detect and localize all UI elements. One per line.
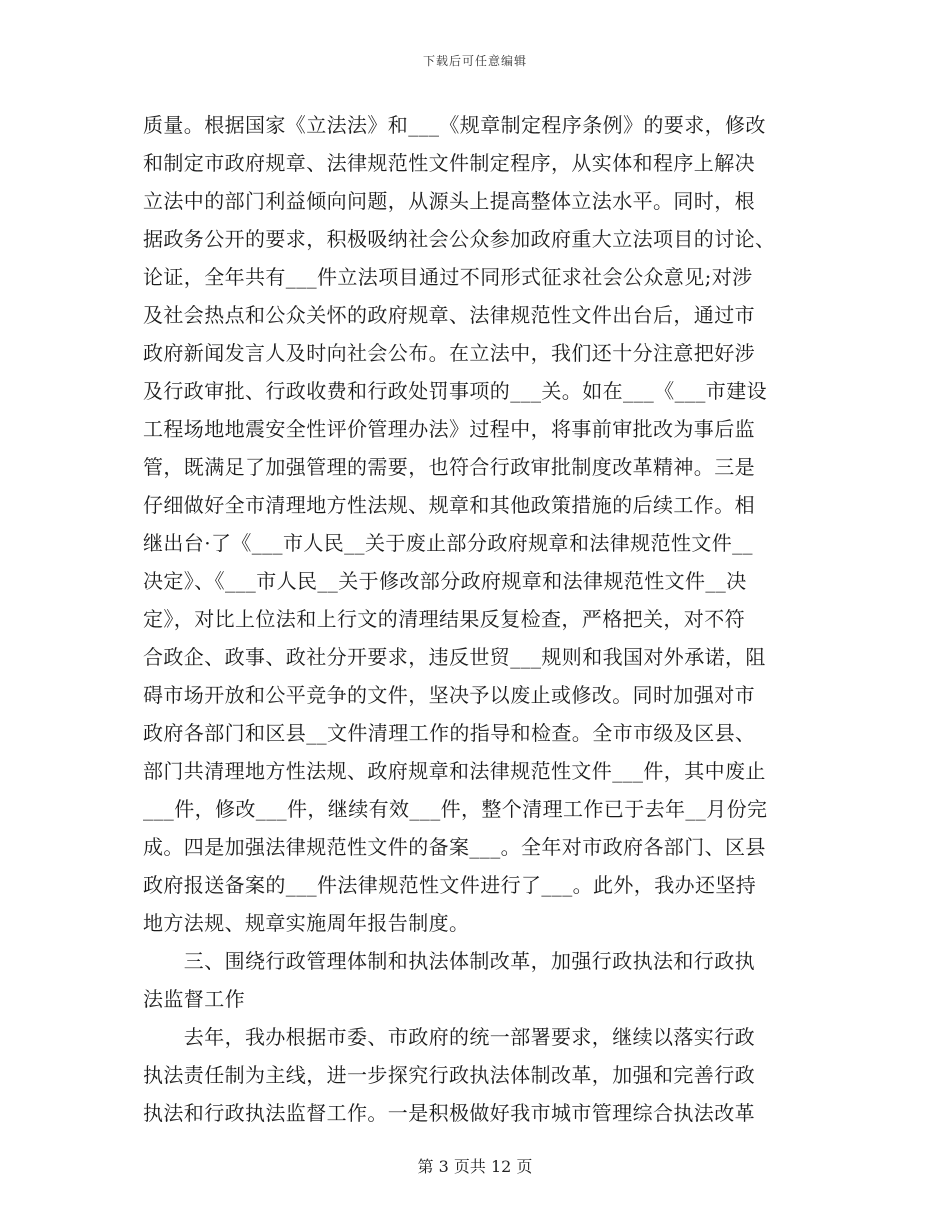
- page-header: 下载后可任意编辑: [422, 54, 527, 68]
- section-heading-line: 三、围绕行政管理体制和执法体制改革，加强行政执法和行政执: [143, 949, 755, 973]
- text-line: 及行政审批、行政收费和行政处罚事项的___关。如在___《___市建设: [143, 379, 767, 403]
- text-line: 决定》、《___市人民__关于修改部分政府规章和法律规范性文件__决: [143, 569, 747, 593]
- text-line: 政府各部门和区县__文件清理工作的指导和检查。全市市级及区县、: [143, 721, 756, 745]
- text-line: 继出台·了《___市人民__关于废止部分政府规章和法律规范性文件__: [143, 531, 753, 555]
- text-line: 执法和行政执法监督工作。一是积极做好我市城市管理综合执法改革: [143, 1101, 755, 1125]
- text-line: 成。四是加强法律规范性文件的备案___。全年对市政府各部门、区县: [143, 835, 766, 859]
- text-line: ___件，修改___件，继续有效___件，整个清理工作已于去年__月份完: [143, 797, 768, 821]
- text-line: 及社会热点和公众关怀的政府规章、法律规范性文件出台后，通过市: [143, 303, 755, 327]
- document-body: [143, 106, 811, 1132]
- text-line: 政府新闻发言人及时向社会公布。在立法中，我们还十分注意把好涉: [143, 341, 755, 365]
- text-line: 碍市场开放和公平竞争的文件，坚决予以废止或修改。同时加强对市: [143, 683, 755, 707]
- section-heading-line: 法监督工作: [143, 987, 245, 1011]
- text-line: 和制定市政府规章、法律规范性文件制定程序，从实体和程序上解决: [143, 151, 755, 175]
- text-line: 立法中的部门利益倾向问题，从源头上提高整体立法水平。同时，根: [143, 189, 755, 213]
- page-number: 第 3 页共 12 页: [417, 1157, 533, 1176]
- text-line: 合政企、政事、政社分开要求，违反世贸___规则和我国对外承诺，阻: [143, 645, 766, 669]
- text-line: 论证，全年共有___件立法项目通过不同形式征求社会公众意见;对涉: [143, 265, 753, 289]
- text-line: 定》，对比上位法和上行文的清理结果反复检查，严格把关，对不符: [143, 607, 745, 631]
- text-line: 工程场地地震安全性评价管理办法》过程中，将事前审批改为事后监: [143, 417, 755, 441]
- text-line: 管，既满足了加强管理的需要，也符合行政审批制度改革精神。三是: [143, 455, 755, 479]
- text-line: 地方法规、规章实施周年报告制度。: [143, 911, 470, 935]
- text-line: 去年，我办根据市委、市政府的统一部署要求，继续以落实行政: [143, 1025, 755, 1049]
- text-line: 据政务公开的要求，积极吸纳社会公众参加政府重大立法项目的讨论、: [143, 227, 776, 251]
- text-line: 部门共清理地方性法规、政府规章和法律规范性文件___件，其中废止: [143, 759, 766, 783]
- text-line: 执法责任制为主线，进一步探究行政执法体制改革，加强和完善行政: [143, 1063, 755, 1087]
- text-line: 政府报送备案的___件法律规范性文件进行了___。此外，我办还坚持: [143, 873, 757, 897]
- text-line: 仔细做好全市清理地方性法规、规章和其他政策措施的后续工作。相: [143, 493, 755, 517]
- text-line: 质量。根据国家《立法法》和___《规章制定程序条例》的要求，修改: [143, 113, 766, 137]
